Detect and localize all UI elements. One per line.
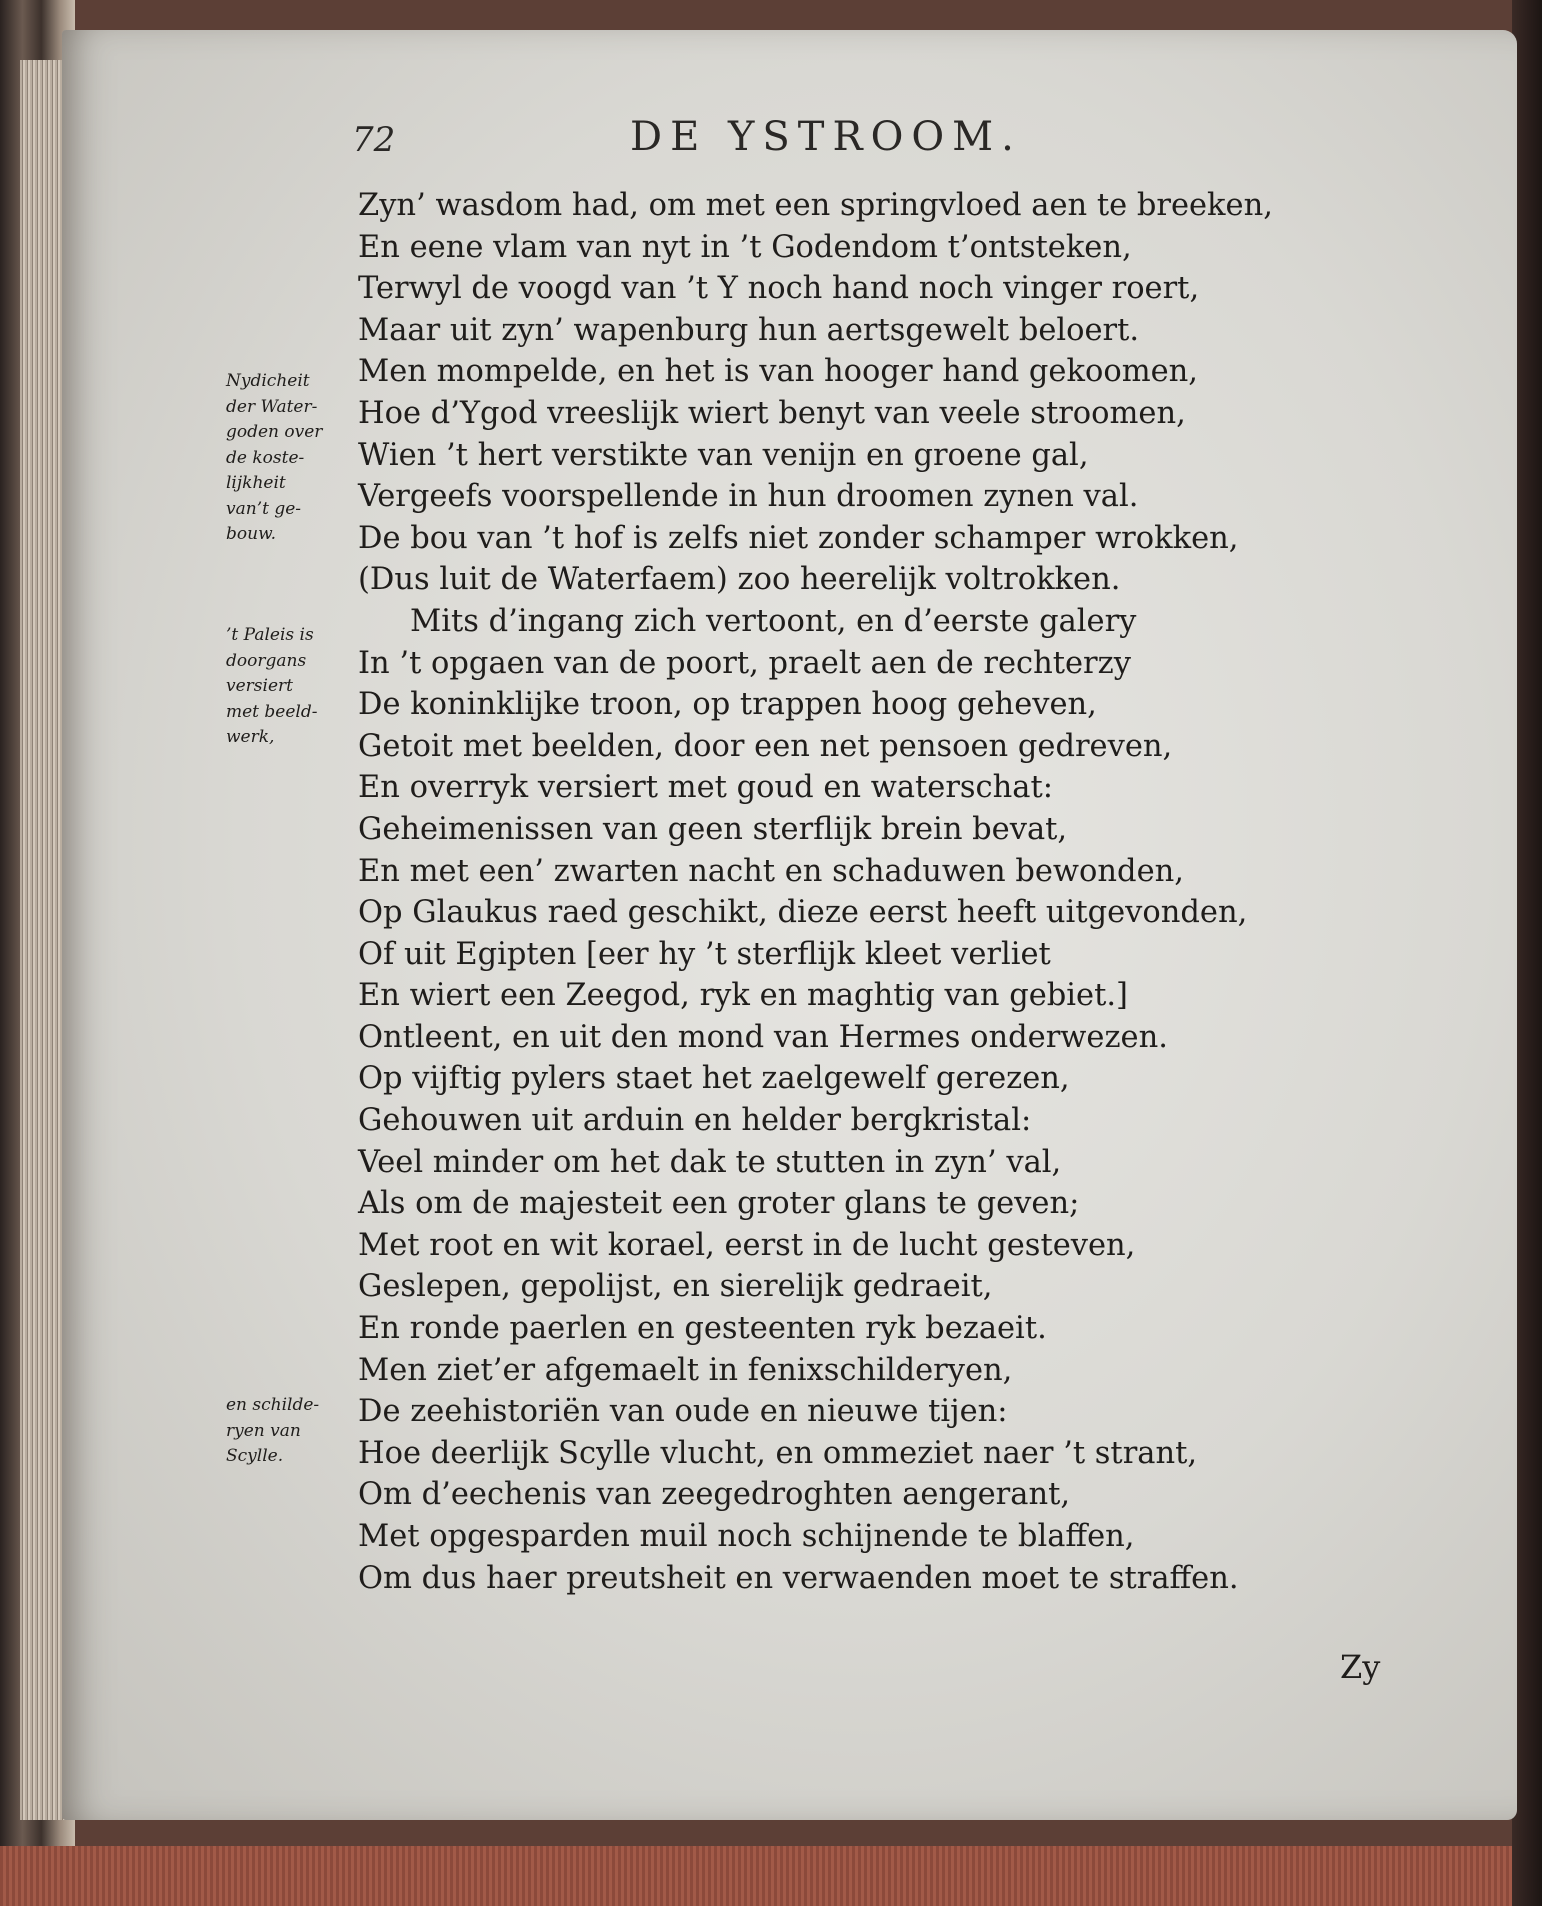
running-head xyxy=(0,92,1542,160)
poem-line: Geheimenissen van geen sterflijk brein bevat, xyxy=(358,811,1068,847)
margin-note-line: goden over xyxy=(226,422,323,442)
poem-line: De koninklijke troon, op trappen hoog geheven, xyxy=(358,687,1097,723)
poem-line: Om dus haer preutsheit en verwaenden moet te straffen. xyxy=(358,1560,1239,1596)
poem-line: Om d’eechenis van zeegedroghten aengerant, xyxy=(358,1477,1071,1513)
margin-note-line: werk, xyxy=(226,727,275,747)
poem-line: Maar uit zyn’ wapenburg hun aertsgewelt beloert. xyxy=(358,312,1140,348)
margin-note-line: lijkheit xyxy=(226,473,286,493)
poem-line: Op Glaukus raed geschikt, dieze eerst heeft uitgevonden, xyxy=(358,895,1248,931)
margin-note-line: der Water- xyxy=(226,396,318,417)
poem-line: In ’t opgaen van de poort, praelt aen de rechterzy xyxy=(358,645,1131,681)
poem-text xyxy=(358,185,1398,1599)
poem-line: En wiert een Zeegod, ryk en maghtig van gebiet.] xyxy=(358,978,1128,1014)
poem-line: Hoe deerlijk Scylle vlucht, en ommeziet naer ’t strant, xyxy=(358,1435,1198,1471)
poem-line: Zyn’ wasdom had, om met een springvloed aen te breeken, xyxy=(358,188,1273,223)
poem-line: Op vijftig pylers staet het zaelgewelf gerezen, xyxy=(358,1061,1070,1097)
poem-line: En met een’ zwarten nacht en schaduwen bewonden, xyxy=(358,853,1184,889)
margin-note-line: Scylle. xyxy=(226,1446,284,1466)
poem-line: Met opgesparden muil noch schijnende te blaffen, xyxy=(358,1519,1135,1554)
running-title: DE YSTROOM. xyxy=(630,114,1022,160)
margin-note-line: ’t Paleis is xyxy=(226,625,314,645)
margin-note-line: van’t ge- xyxy=(226,498,302,519)
margin-note-line: de koste- xyxy=(226,447,305,468)
margin-note-line: Nydicheit xyxy=(226,371,310,391)
poem-line: (Dus luit de Waterfaem) zoo heerelijk voltrokken. xyxy=(358,562,1121,598)
margin-note-line: met beeld- xyxy=(226,701,318,722)
catchword: Zy xyxy=(1340,1648,1381,1686)
poem-line: Men ziet’er afgemaelt in fenixschilderyen, xyxy=(358,1352,1013,1388)
margin-note-envy xyxy=(226,369,366,548)
poem-line: Als om de majesteit een groter glans te geven; xyxy=(358,1186,1080,1222)
poem-line: De bou van ’t hof is zelfs niet zonder schamper wrokken, xyxy=(358,520,1239,556)
poem-line: En ronde paerlen en gesteenten ryk bezaeit. xyxy=(358,1311,1047,1347)
poem-line: Mits d’ingang zich vertoont, en d’eerste galery xyxy=(410,603,1137,639)
margin-note-palace xyxy=(226,623,366,751)
poem-line: Vergeefs voorspellende in hun droomen zynen val. xyxy=(358,479,1139,515)
poem-line: Getoit met beelden, door een net pensoen gedreven, xyxy=(358,728,1173,764)
poem-line: En eene vlam van nyt in ’t Godendom t’ontsteken, xyxy=(358,229,1132,265)
poem-line: Of uit Egipten [eer hy ’t sterflijk kleet verliet xyxy=(358,936,1051,972)
poem-line: De zeehistoriën van oude en nieuwe tijen: xyxy=(358,1394,1008,1430)
poem-line: Gehouwen uit arduin en helder bergkristal: xyxy=(358,1103,1032,1139)
margin-note-line: en schilde- xyxy=(226,1395,320,1415)
poem-line: Veel minder om het dak te stutten in zyn’ val, xyxy=(358,1144,1062,1180)
margin-note-paintings xyxy=(226,1393,366,1470)
poem-line: Men mompelde, en het is van hooger hand gekoomen, xyxy=(358,354,1199,390)
margin-note-line: bouw. xyxy=(226,524,277,544)
margin-note-line: versiert xyxy=(226,676,293,696)
poem-line: Met root en wit korael, eerst in de lucht gesteven, xyxy=(358,1227,1136,1263)
margin-note-line: ryen van xyxy=(226,1420,301,1441)
poem-line: Hoe d’Ygod vreeslijk wiert benyt van veele stroomen, xyxy=(358,395,1186,431)
page-number: 72 xyxy=(352,120,396,160)
poem-line: Geslepen, gepolijst, en sierelijk gedraeit, xyxy=(358,1269,993,1305)
poem-line: Terwyl de voogd van ’t Y noch hand noch vinger roert, xyxy=(358,271,1200,307)
poem-line: Ontleent, en uit den mond van Hermes onderwezen. xyxy=(358,1019,1168,1055)
margin-note-line: doorgans xyxy=(226,650,307,671)
poem-line: Wien ’t hert verstikte van venijn en groene gal, xyxy=(358,437,1089,473)
cloth-background-bottom xyxy=(0,1846,1542,1906)
poem-line: En overryk versiert met goud en waterschat: xyxy=(358,770,1053,806)
